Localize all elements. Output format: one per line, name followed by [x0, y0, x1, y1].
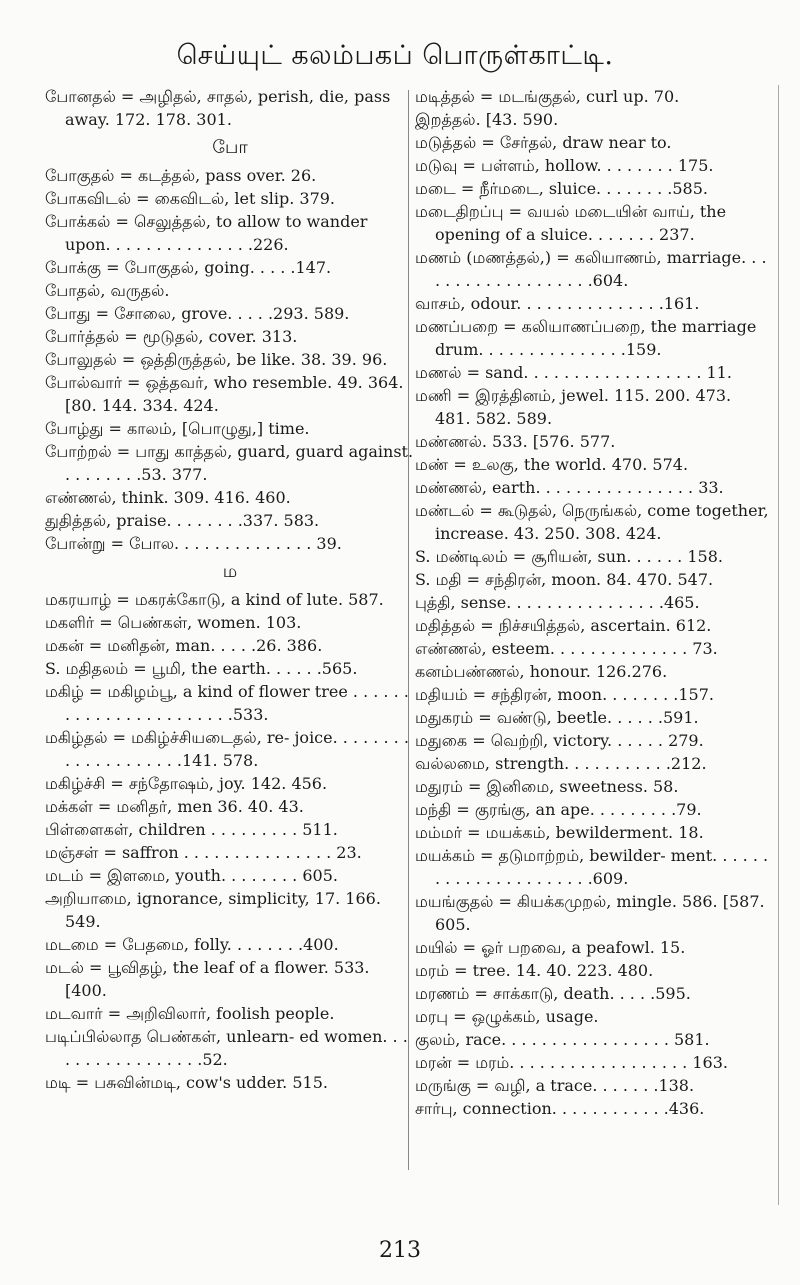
glossary-entry: மணி = இரத்தினம், jewel. 115. 200. 473. 481. 582. 589.: [415, 386, 732, 428]
glossary-entry: மடைதிறப்பு = வயல் மடையின் வாய், the opening of a sluice. . . . . . . 237.: [415, 202, 727, 244]
glossary-entry: வாசம், odour. . . . . . . . . . . . . . .161.: [415, 294, 700, 313]
glossary-entry: மகரயாழ் = மகரக்கோடு, a kind of lute. 587.: [45, 590, 384, 609]
glossary-entry: மஞ்சள் = saffron . . . . . . . . . . . . . . . 23.: [45, 843, 362, 862]
glossary-entry: போற்றல் = பாது காத்தல், guard, guard against. . . . . . . . .53. 377.: [45, 442, 414, 484]
glossary-entry: போகவிடல் = கைவிடல், let slip. 379.: [45, 189, 336, 208]
glossary-entry: மதுகை = வெற்றி, victory. . . . . . 279.: [415, 731, 704, 750]
glossary-entry: போகுதல் = கடத்தல், pass over. 26.: [45, 166, 317, 185]
glossary-entry: துதித்தல், praise. . . . . . . .337. 583.: [45, 511, 320, 530]
glossary-entry: மடித்தல் = மடங்குதல், curl up. 70.: [415, 87, 680, 106]
right-column: [415, 85, 770, 1120]
glossary-entry: மகளிர் = பெண்கள், women. 103.: [45, 613, 302, 632]
glossary-entry: மகன் = மனிதன், man. . . . .26. 386.: [45, 636, 323, 655]
right-margin-rule: [778, 85, 779, 1205]
glossary-entry: மரன் = மரம். . . . . . . . . . . . . . . . . . 163.: [415, 1053, 728, 1072]
glossary-entry: மடுவு = பள்ளம், hollow. . . . . . . . 175.: [415, 156, 714, 175]
glossary-entry: மம்மர் = மயக்கம், bewilderment. 18.: [415, 823, 704, 842]
left-column: [45, 85, 415, 1094]
glossary-entry: மடமை = பேதமை, folly. . . . . . . .400.: [45, 935, 339, 954]
glossary-entry: மண் = உலகு, the world. 470. 574.: [415, 455, 689, 474]
glossary-entry: சார்பு, connection. . . . . . . . . . . .436.: [415, 1099, 705, 1118]
glossary-entry: S. மண்டிலம் = சூரியன், sun. . . . . . 158.: [415, 547, 723, 566]
glossary-entry: மடை = நீர்மடை, sluice. . . . . . . .585.: [415, 179, 708, 198]
glossary-entry: எண்ணல், esteem. . . . . . . . . . . . . . 73.: [415, 639, 718, 658]
glossary-entry: மகிழ் = மகிழம்பூ, a kind of flower tree . . . . . . . . . . . . . . . . . . . . . . .533.: [45, 682, 409, 724]
glossary-entry: போல்வார் = ஒத்தவர், who resemble. 49. 364. [80. 144. 334. 424.: [45, 373, 404, 415]
glossary-entry: போனதல் = அழிதல், சாதல், perish, die, pass away. 172. 178. 301.: [45, 87, 391, 129]
glossary-entry: மணல் = sand. . . . . . . . . . . . . . . . . . 11.: [415, 363, 732, 382]
glossary-entry: மயில் = ஓர் பறவை, a peafowl. 15.: [415, 938, 686, 957]
glossary-entry: குலம், race. . . . . . . . . . . . . . . . . 581.: [415, 1030, 710, 1049]
glossary-entry: மயங்குதல் = கியக்கமுறல், mingle. 586. [587. 605.: [415, 892, 765, 934]
glossary-entry: மந்தி = குரங்கு, an ape. . . . . . . . .79.: [415, 800, 702, 819]
page-header: செய்யுட் கலம்பகப் பொருள்காட்டி.: [176, 40, 614, 71]
glossary-entry: மதித்தல் = நிச்சயித்தல், ascertain. 612.: [415, 616, 712, 635]
glossary-entry: மதியம் = சந்திரன், moon. . . . . . . .157.: [415, 685, 714, 704]
glossary-entry: போது = சோலை, grove. . . . .293. 589.: [45, 304, 350, 323]
glossary-entry: மணம் (மணத்தல்,) = கலியாணம், marriage. . . . . . . . . . . . . . . . . . .604.: [415, 248, 767, 290]
glossary-entry: புத்தி, sense. . . . . . . . . . . . . . . .465.: [415, 593, 700, 612]
glossary-entry: மண்ணல், earth. . . . . . . . . . . . . . . . 33.: [415, 478, 724, 497]
glossary-entry: போதல், வருதல்.: [45, 281, 170, 300]
glossary-entry: கனம்பண்ணல், honour. 126.276.: [415, 662, 668, 681]
glossary-entry: மண்டல் = கூடுதல், நெருங்கல், come together, increase. 43. 250. 308. 424.: [415, 501, 769, 543]
glossary-entry: மயக்கம் = தடுமாற்றம், bewilder- ment. . . . . . . . . . . . . . . . . . . . . .609.: [415, 846, 769, 888]
glossary-entry: எண்ணல், think. 309. 416. 460.: [45, 488, 291, 507]
page-number: 213: [379, 1238, 421, 1263]
glossary-entry: படிப்பில்லாத பெண்கள், unlearn- ed women. . . . . . . . . . . . . . . . .52.: [45, 1027, 408, 1069]
glossary-entry: போலுதல் = ஒத்திருத்தல், be like. 38. 39. 96.: [45, 350, 388, 369]
glossary-entry: போன்று = போல. . . . . . . . . . . . . . 39.: [45, 534, 342, 553]
glossary-entry: S. மதிதலம் = பூமி, the earth. . . . . .565.: [45, 659, 358, 678]
glossary-entry: அறியாமை, ignorance, simplicity, 17. 166. 549.: [45, 889, 381, 931]
glossary-entry: மணப்பறை = கலியாணப்பறை, the marriage drum. . . . . . . . . . . . . . .159.: [415, 317, 757, 359]
section-letter: ம: [222, 561, 238, 582]
glossary-entry: வல்லமை, strength. . . . . . . . . . .212.: [415, 754, 707, 773]
glossary-entry: மதுகரம் = வண்டு, beetle. . . . . .591.: [415, 708, 699, 727]
glossary-entry: மடல் = பூவிதழ், the leaf of a flower. 533. [400.: [45, 958, 370, 1000]
glossary-entry: S. மதி = சந்திரன், moon. 84. 470. 547.: [415, 570, 714, 589]
glossary-entry: மகிழ்ச்சி = சந்தோஷம், joy. 142. 456.: [45, 774, 328, 793]
glossary-entry: மடுத்தல் = சேர்தல், draw near to.: [415, 133, 672, 152]
glossary-entry: மகிழ்தல் = மகிழ்ச்சியடைதல், re- joice. . . . . . . . . . . . . . . . . . . .141. 578.: [45, 728, 409, 770]
glossary-entry: மடவார் = அறிவிலார், foolish people.: [45, 1004, 335, 1023]
glossary-entry: மண்ணல். 533. [576. 577.: [415, 432, 616, 451]
glossary-entry: போக்கு = போகுதல், going. . . . .147.: [45, 258, 332, 277]
glossary-entry: மடம் = இளமை, youth. . . . . . . . 605.: [45, 866, 338, 885]
glossary-entry: மடி = பசுவின்மடி, cow's udder. 515.: [45, 1073, 328, 1092]
glossary-entry: மருங்கு = வழி, a trace. . . . . . .138.: [415, 1076, 695, 1095]
glossary-entry: மக்கள் = மனிதர், men 36. 40. 43.: [45, 797, 304, 816]
section-letter: போ: [212, 137, 248, 158]
glossary-entry: மரம் = tree. 14. 40. 223. 480.: [415, 961, 654, 980]
glossary-entry: பிள்ளைகள், children . . . . . . . . . 511.: [45, 820, 338, 839]
glossary-entry: மரபு = ஒழுக்கம், usage.: [415, 1007, 599, 1026]
glossary-entry: இறத்தல். [43. 590.: [415, 110, 559, 129]
glossary-entry: போழ்து = காலம், [பொழுது,] time.: [45, 419, 310, 438]
glossary-entry: போர்த்தல் = மூடுதல், cover. 313.: [45, 327, 298, 346]
glossary-entry: மதுரம் = இனிமை, sweetness. 58.: [415, 777, 679, 796]
glossary-entry: மரணம் = சாக்காடு, death. . . . .595.: [415, 984, 691, 1003]
glossary-entry: போக்கல் = செலுத்தல், to allow to wander upon. . . . . . . . . . . . . . .226.: [45, 212, 368, 254]
